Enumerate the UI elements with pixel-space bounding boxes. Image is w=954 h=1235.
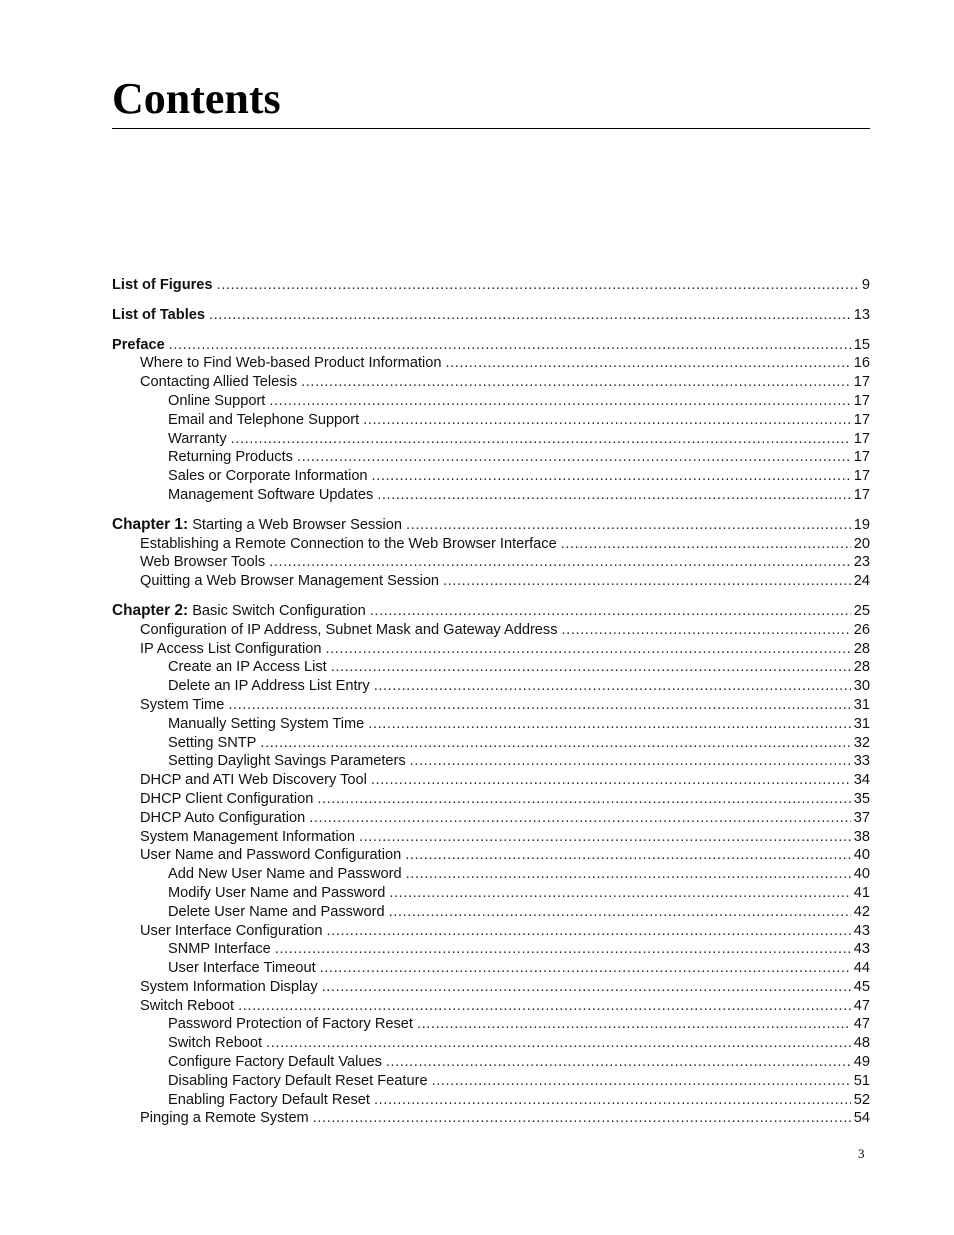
toc-page-number: 15: [853, 336, 870, 353]
toc-entry[interactable]: [112, 411, 870, 430]
toc-page-number: 25: [853, 602, 870, 619]
toc-entry-label: Management Software Updates: [168, 486, 374, 503]
toc-page-number: 44: [853, 960, 870, 977]
toc-entry[interactable]: [112, 354, 870, 373]
toc-entry[interactable]: [112, 752, 870, 771]
toc-section-entry[interactable]: [112, 276, 870, 295]
dot-leader: [327, 922, 851, 941]
dot-leader: [386, 1053, 851, 1072]
toc-page-number: 31: [853, 696, 870, 713]
dot-leader: [209, 306, 851, 325]
toc-entry-label: Switch Reboot: [140, 997, 235, 1014]
dot-leader: [266, 1034, 851, 1053]
toc-entry[interactable]: [112, 553, 870, 572]
dot-leader: [432, 1072, 851, 1091]
toc-entry[interactable]: [112, 734, 870, 753]
dot-leader: [389, 884, 850, 903]
dot-leader: [301, 373, 851, 392]
toc-page-number: 54: [853, 1110, 870, 1127]
toc-entry[interactable]: [112, 1091, 870, 1110]
toc-entry-label: Add New User Name and Password: [168, 866, 402, 883]
toc-entry-label: Quitting a Web Browser Management Session: [140, 573, 440, 590]
dot-leader: [325, 640, 850, 659]
toc-entry-label: [112, 516, 402, 535]
dot-leader: [217, 276, 859, 295]
toc-entry[interactable]: [112, 535, 870, 554]
toc-page-number: 49: [853, 1054, 870, 1071]
dot-leader: [445, 354, 850, 373]
chapter-title: Basic Switch Configuration: [192, 602, 366, 619]
toc-entry-label: Warranty: [168, 430, 227, 447]
toc-page-number: 9: [861, 277, 870, 293]
dot-leader: [406, 516, 851, 535]
toc-page-number: 23: [853, 554, 870, 571]
toc-page-number: 34: [853, 772, 870, 789]
toc-entry[interactable]: [112, 621, 870, 640]
toc-page-number: 47: [853, 1016, 870, 1033]
table-of-contents: [112, 276, 870, 1128]
toc-entry-label: Switch Reboot: [168, 1035, 263, 1052]
toc-page-number: 48: [853, 1035, 870, 1052]
toc-entry-label: User Interface Timeout: [168, 960, 316, 977]
toc-entry[interactable]: [112, 997, 870, 1016]
toc-entry-label: Modify User Name and Password: [168, 884, 386, 901]
toc-entry[interactable]: [112, 903, 870, 922]
toc-page-number: 17: [853, 374, 870, 391]
toc-entry-label: System Management Information: [140, 828, 355, 845]
toc-entry-label: Enabling Factory Default Reset: [168, 1091, 370, 1108]
toc-entry-label: SNMP Interface: [168, 941, 271, 958]
toc-page-number: 17: [853, 449, 870, 466]
dot-leader: [238, 997, 851, 1016]
toc-entry[interactable]: [112, 1109, 870, 1128]
toc-page-number: 33: [853, 753, 870, 770]
dot-leader: [406, 865, 851, 884]
toc-chapter-entry[interactable]: [112, 602, 870, 621]
dot-leader: [269, 392, 850, 411]
toc-entry-label: Configure Factory Default Values: [168, 1054, 382, 1071]
dot-leader: [374, 677, 851, 696]
toc-page-number: 19: [853, 516, 870, 533]
toc-page-number: 51: [853, 1072, 870, 1089]
toc-page-number: 37: [853, 809, 870, 826]
toc-entry-label: Configuration of IP Address, Subnet Mask and Gateway Address: [140, 621, 558, 638]
toc-entry-label: Create an IP Access List: [168, 659, 327, 676]
toc-entry-label: IP Access List Configuration: [140, 640, 322, 657]
toc-entry[interactable]: [112, 430, 870, 449]
dot-leader: [405, 846, 851, 865]
dot-leader: [228, 696, 850, 715]
dot-leader: [320, 959, 851, 978]
toc-entry[interactable]: [112, 640, 870, 659]
toc-page-number: 13: [853, 306, 870, 323]
toc-entry-label: Delete an IP Address List Entry: [168, 678, 370, 695]
toc-page-number: 43: [853, 922, 870, 939]
chapter-prefix: Chapter 1:: [112, 515, 189, 533]
dot-leader: [169, 336, 851, 355]
dot-leader: [417, 1015, 851, 1034]
toc-entry-label: Setting Daylight Savings Parameters: [168, 753, 406, 770]
toc-page-number: 17: [853, 468, 870, 485]
toc-page-number: 20: [853, 535, 870, 552]
toc-entry-label: System Information Display: [140, 978, 318, 995]
toc-entry[interactable]: [112, 790, 870, 809]
dot-leader: [260, 734, 850, 753]
toc-entry[interactable]: [112, 828, 870, 847]
toc-entry[interactable]: [112, 677, 870, 696]
toc-entry-label: User Name and Password Configuration: [140, 847, 402, 864]
toc-entry-label: Establishing a Remote Connection to the Web Browser Interface: [140, 535, 557, 552]
toc-entry-label: Web Browser Tools: [140, 554, 266, 571]
dot-leader: [374, 1091, 851, 1110]
toc-page-number: 52: [853, 1091, 870, 1108]
toc-page-number: 35: [853, 790, 870, 807]
toc-entry[interactable]: [112, 978, 870, 997]
page-number: 3: [858, 1146, 865, 1161]
dot-leader: [309, 809, 851, 828]
toc-entry-label: Where to Find Web-based Product Information: [140, 355, 442, 372]
toc-entry[interactable]: [112, 658, 870, 677]
toc-entry[interactable]: [112, 715, 870, 734]
toc-entry-label: Pinging a Remote System: [140, 1110, 309, 1127]
toc-page-number: 42: [853, 903, 870, 920]
toc-page-number: 47: [853, 997, 870, 1014]
dot-leader: [297, 448, 851, 467]
toc-entry-label: List of Figures: [112, 277, 213, 293]
dot-leader: [562, 621, 851, 640]
toc-entry[interactable]: [112, 1072, 870, 1091]
dot-leader: [389, 903, 851, 922]
toc-entry-label: Setting SNTP: [168, 734, 257, 751]
toc-page-number: 31: [853, 715, 870, 732]
toc-entry[interactable]: [112, 809, 870, 828]
dot-leader: [275, 940, 851, 959]
toc-page-number: 24: [853, 573, 870, 590]
toc-page-number: 17: [853, 486, 870, 503]
toc-entry-label: Manually Setting System Time: [168, 715, 365, 732]
toc-entry-label: Returning Products: [168, 449, 293, 466]
dot-leader: [322, 978, 851, 997]
toc-page-number: 41: [853, 884, 870, 901]
toc-section-entry[interactable]: [112, 336, 870, 355]
toc-entry-label: User Interface Configuration: [140, 922, 323, 939]
toc-page-number: 17: [853, 430, 870, 447]
title-divider: [112, 128, 870, 129]
dot-leader: [313, 1109, 851, 1128]
toc-page-number: 38: [853, 828, 870, 845]
toc-page-number: 32: [853, 734, 870, 751]
dot-leader: [317, 790, 850, 809]
toc-entry[interactable]: [112, 373, 870, 392]
dot-leader: [371, 771, 851, 790]
toc-page-number: 26: [853, 621, 870, 638]
toc-entry-label: Disabling Factory Default Reset Feature: [168, 1072, 428, 1089]
toc-page-number: 17: [853, 392, 870, 409]
toc-page-number: 45: [853, 978, 870, 995]
dot-leader: [443, 572, 851, 591]
toc-entry[interactable]: [112, 771, 870, 790]
toc-entry[interactable]: [112, 1015, 870, 1034]
toc-entry-label: System Time: [140, 696, 225, 713]
dot-leader: [368, 715, 850, 734]
toc-page-number: 40: [853, 866, 870, 883]
toc-entry-label: Email and Telephone Support: [168, 411, 360, 428]
toc-entry-label: Online Support: [168, 392, 266, 409]
toc-entry[interactable]: [112, 940, 870, 959]
toc-page-number: 16: [853, 355, 870, 372]
toc-entry-label: Sales or Corporate Information: [168, 468, 368, 485]
toc-page-number: 17: [853, 411, 870, 428]
page-title: Contents: [112, 74, 281, 123]
toc-chapter-entry[interactable]: [112, 516, 870, 535]
toc-entry[interactable]: [112, 572, 870, 591]
toc-entry-label: DHCP Client Configuration: [140, 790, 314, 807]
toc-entry-label: Delete User Name and Password: [168, 903, 385, 920]
dot-leader: [269, 553, 851, 572]
toc-entry-label: Password Protection of Factory Reset: [168, 1016, 413, 1033]
toc-entry[interactable]: [112, 1034, 870, 1053]
dot-leader: [410, 752, 851, 771]
toc-entry[interactable]: [112, 486, 870, 505]
toc-page-number: 28: [853, 659, 870, 676]
dot-leader: [363, 411, 851, 430]
dot-leader: [561, 535, 851, 554]
toc-page-number: 30: [853, 678, 870, 695]
toc-entry[interactable]: [112, 865, 870, 884]
toc-entry[interactable]: [112, 922, 870, 941]
dot-leader: [231, 430, 851, 449]
dot-leader: [372, 467, 851, 486]
dot-leader: [377, 486, 851, 505]
dot-leader: [359, 828, 851, 847]
toc-entry[interactable]: [112, 448, 870, 467]
chapter-title: Starting a Web Browser Session: [192, 516, 403, 533]
toc-entry-label: Contacting Allied Telesis: [140, 374, 298, 391]
toc-page-number: 40: [853, 847, 870, 864]
toc-entry[interactable]: [112, 1053, 870, 1072]
toc-entry-label: Preface: [112, 336, 165, 353]
toc-page-number: 28: [853, 640, 870, 657]
toc-page-number: 43: [853, 941, 870, 958]
toc-entry[interactable]: [112, 846, 870, 865]
toc-section-entry[interactable]: [112, 306, 870, 325]
toc-entry[interactable]: [112, 392, 870, 411]
toc-entry-label: [112, 602, 366, 621]
toc-entry-label: List of Tables: [112, 306, 205, 323]
toc-entry[interactable]: [112, 884, 870, 903]
dot-leader: [331, 658, 851, 677]
toc-entry-label: DHCP Auto Configuration: [140, 809, 306, 826]
toc-entry[interactable]: [112, 467, 870, 486]
dot-leader: [370, 602, 851, 621]
toc-entry[interactable]: [112, 696, 870, 715]
toc-entry[interactable]: [112, 959, 870, 978]
chapter-prefix: Chapter 2:: [112, 601, 189, 619]
toc-entry-label: DHCP and ATI Web Discovery Tool: [140, 772, 367, 789]
